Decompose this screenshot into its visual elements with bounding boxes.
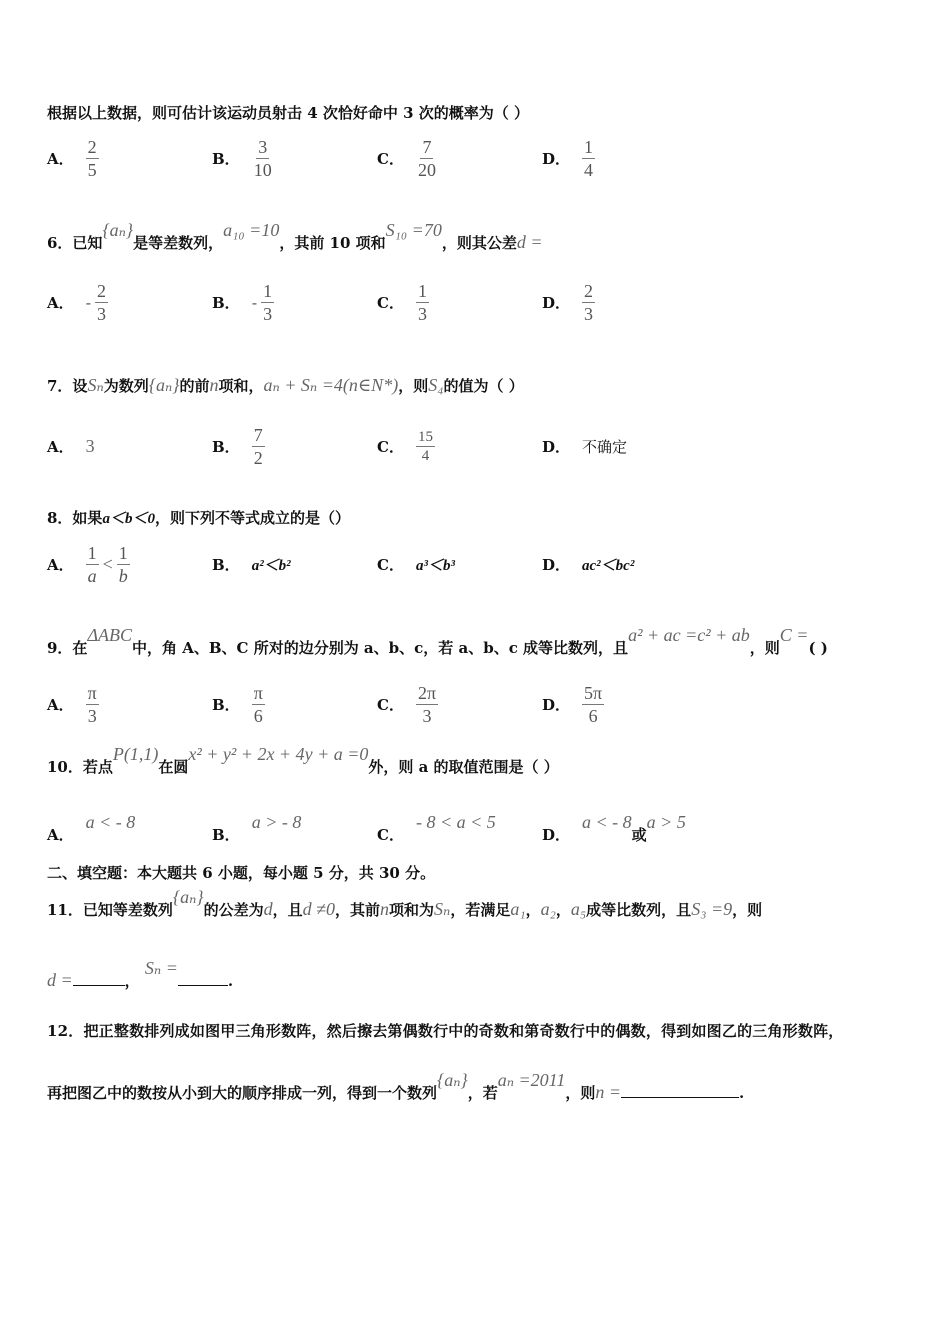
numerator: 3	[258, 136, 268, 157]
q6-text: 6．已知	[47, 234, 103, 252]
or-word: 或	[631, 825, 647, 844]
q7-stem	[47, 375, 524, 396]
numerator: 7	[253, 424, 263, 445]
q11-stem	[47, 887, 763, 920]
numerator: 2π	[417, 682, 437, 703]
option-label: A．	[47, 437, 74, 456]
q7-option-d[interactable]	[542, 420, 627, 472]
q11-text: ，若满足	[450, 901, 511, 919]
q9-text: 9．在	[47, 639, 88, 657]
option-label: A．	[47, 825, 74, 844]
q10-option-d[interactable]	[542, 796, 686, 848]
q11-answer-line	[47, 958, 234, 991]
denominator: 6	[588, 705, 598, 726]
denominator: 3	[87, 705, 97, 726]
answer-blank-sn[interactable]	[178, 971, 228, 986]
intro-text: 根据以上数据，则可估计该运动员射击 4 次恰好命中 3 次的概率为（ ）	[47, 104, 529, 122]
q7-option-c[interactable]	[377, 420, 435, 472]
q5-option-d[interactable]	[542, 132, 595, 184]
numerator: π	[87, 682, 97, 703]
option-value: ac²＜bc²	[582, 557, 635, 574]
denominator: 5	[87, 159, 97, 180]
fraction	[252, 424, 265, 469]
option-value: a > 5	[646, 811, 686, 832]
q9-option-b[interactable]	[212, 678, 265, 730]
option-label: C．	[377, 437, 404, 456]
q7-text: 的前	[179, 377, 210, 395]
q11-math: a₁	[510, 899, 526, 919]
q9-text: 中，角 A、B、C 所对的边分别为 a、b、c，若 a、b、c 成等比数列，且	[132, 639, 629, 657]
q5-option-a[interactable]	[47, 132, 99, 184]
q6-stem	[47, 220, 543, 253]
q11-text: .	[227, 972, 234, 990]
q10-text: 10．若点	[47, 758, 113, 776]
option-value: a³＜b³	[415, 557, 455, 574]
q7-text: ，则	[398, 377, 429, 395]
q11-math: Sₙ =	[144, 958, 178, 978]
option-label: D．	[542, 825, 571, 844]
numerator: 7	[422, 136, 432, 157]
fraction	[416, 136, 438, 181]
numerator: π	[253, 682, 263, 703]
numerator: 2	[87, 136, 97, 157]
numerator: 1	[584, 136, 594, 157]
denominator: 4	[584, 159, 594, 180]
q10-math-circle: x² + y² + 2x + 4y + a =0	[188, 744, 369, 764]
minus-sign: -	[85, 292, 92, 312]
denominator: 3	[584, 303, 594, 324]
q10-option-b[interactable]	[212, 796, 301, 848]
q6-text: ，则其公差	[441, 234, 517, 252]
q12-math: aₙ =2011	[497, 1070, 566, 1090]
q8-text: ，则下列不等式成立的是（）	[154, 509, 350, 527]
option-label: B．	[212, 293, 240, 312]
answer-blank-d[interactable]	[73, 971, 125, 986]
q11-math: a₂	[540, 899, 556, 919]
option-value: a²＜b²	[251, 557, 291, 574]
q10-options	[47, 796, 907, 848]
fraction	[261, 280, 274, 325]
less-than-sign: <	[102, 553, 113, 574]
option-label: B．	[212, 825, 240, 844]
option-label: C．	[377, 825, 404, 844]
option-label: A．	[47, 555, 74, 574]
q8-option-d[interactable]	[542, 538, 634, 590]
denominator: a	[87, 565, 97, 586]
option-label: C．	[377, 695, 404, 714]
denominator: 3	[422, 705, 432, 726]
q5-option-c[interactable]	[377, 132, 438, 184]
q10-math-point: P(1,1)	[112, 744, 159, 764]
q11-text: ，其前	[335, 901, 381, 919]
q7-text: 项和，	[218, 377, 264, 395]
q6-option-b[interactable]	[212, 276, 274, 328]
q7-text: 7．设	[47, 377, 88, 395]
numerator: 15	[417, 428, 433, 445]
q9-option-d[interactable]	[542, 678, 604, 730]
q6-math-s10: S₁₀ =70	[385, 220, 442, 240]
fraction	[252, 682, 265, 727]
q11-text: 的公差为	[203, 901, 264, 919]
numerator: 1	[87, 542, 97, 563]
option-value: a < - 8	[85, 811, 136, 832]
q8-option-a[interactable]	[47, 538, 130, 590]
q9-option-a[interactable]	[47, 678, 99, 730]
q6-math-d: d =	[516, 232, 543, 252]
q7-option-b[interactable]	[212, 420, 265, 472]
denominator: 2	[253, 447, 263, 468]
denominator: 20	[417, 159, 436, 180]
q10-option-c[interactable]	[377, 796, 496, 848]
q12-text: 再把图乙中的数按从小到大的顺序排成一列，得到一个数列	[47, 1084, 438, 1102]
option-label: D．	[542, 555, 571, 574]
q6-math-sequence: {aₙ}	[102, 220, 134, 240]
q7-math: Sₙ	[87, 375, 104, 395]
fraction	[582, 280, 595, 325]
q7-math: aₙ + Sₙ =4(n∈N*)	[263, 375, 399, 395]
q8-stem	[47, 507, 350, 528]
q11-math: a₅	[570, 899, 587, 919]
q10-option-a[interactable]	[47, 796, 135, 848]
q11-text: 成等比数列，且	[586, 901, 692, 919]
denominator: 10	[253, 159, 272, 180]
fraction	[252, 136, 274, 181]
q12-text: .	[739, 1084, 745, 1102]
option-label: D．	[542, 695, 571, 714]
q11-text: ，则	[732, 901, 763, 919]
q9-options	[47, 678, 907, 730]
q9-text: ( )	[808, 639, 828, 657]
q12-stem-line1: 12．把正整数排列成如图甲三角形数阵，然后擦去第偶数行中的奇数和第奇数行中的偶数，得到如图乙的三角形数阵，	[47, 1022, 844, 1040]
option-label: B．	[212, 555, 240, 574]
q10-stem	[47, 744, 559, 777]
q11-text: 项和为	[389, 901, 435, 919]
numerator: 1	[263, 280, 273, 301]
option-label: D．	[542, 437, 571, 456]
q11-text: ，	[124, 972, 140, 990]
denominator: 3	[97, 303, 107, 324]
q11-math: {aₙ}	[172, 887, 204, 907]
section-title: 二、填空题：本大题共 6 小题，每小题 5 分，共 30 分。	[47, 864, 436, 882]
option-value: 不确定	[582, 437, 628, 456]
q9-stem	[47, 625, 828, 658]
q8-option-c[interactable]	[377, 538, 455, 590]
q8-options	[47, 538, 907, 590]
q6-option-a[interactable]	[47, 276, 108, 328]
option-label: B．	[212, 695, 240, 714]
denominator: 3	[263, 303, 273, 324]
q11-math: d =	[47, 970, 73, 990]
q7-math: {aₙ}	[148, 375, 180, 395]
q6-math-a10: a₁₀ =10	[223, 220, 280, 240]
numerator: 1	[417, 280, 427, 301]
minus-sign: -	[251, 292, 258, 312]
q6-option-c[interactable]	[377, 276, 429, 328]
option-value: a < - 8	[582, 811, 632, 832]
q12-math: n =	[595, 1082, 622, 1102]
q6-text: 是等差数列，	[133, 234, 224, 252]
denominator: 3	[417, 303, 427, 324]
q11-math: Sₙ	[434, 899, 451, 919]
fraction	[86, 682, 99, 727]
q5-options	[47, 132, 907, 184]
q11-math: d	[263, 899, 273, 919]
q11-text: 11．已知等差数列	[47, 901, 173, 919]
numerator: 2	[584, 280, 594, 301]
fraction	[416, 682, 438, 727]
option-label: A．	[47, 293, 74, 312]
option-label: C．	[377, 555, 404, 574]
numerator: 5π	[584, 682, 603, 703]
denominator: 4	[421, 447, 430, 464]
q11-math: S₃ =9	[691, 899, 733, 919]
option-value: 3	[85, 435, 95, 456]
option-label: C．	[377, 293, 404, 312]
q10-text: 在圆	[158, 758, 189, 776]
denominator: 6	[253, 705, 263, 726]
q8-text: 8．如果	[47, 509, 103, 527]
q11-math: d ≠0	[302, 899, 335, 919]
fraction	[416, 280, 429, 325]
option-label: A．	[47, 149, 74, 168]
q10-text: 外，则 a 的取值范围是（ ）	[368, 758, 559, 776]
q12-text: ，则	[565, 1084, 596, 1102]
q12-math: {aₙ}	[437, 1070, 468, 1090]
q9-option-c[interactable]	[377, 678, 438, 730]
q7-text: 的值为（ ）	[443, 377, 524, 395]
numerator: 1	[118, 542, 128, 563]
q6-options	[47, 276, 907, 328]
fraction	[117, 542, 130, 587]
q7-text: 为数列	[103, 377, 149, 395]
q11-text: ，	[555, 901, 571, 919]
q7-math: n	[209, 375, 219, 395]
q9-text: ，则	[749, 639, 780, 657]
q8-option-b[interactable]	[212, 538, 291, 590]
q7-option-a[interactable]	[47, 420, 95, 472]
q7-options	[47, 420, 907, 472]
q8-math: a＜b＜0	[102, 511, 155, 527]
denominator: b	[118, 565, 128, 586]
option-value: a > - 8	[251, 811, 302, 832]
q12-text: ，若	[467, 1084, 498, 1102]
q11-text: ，且	[272, 901, 303, 919]
option-value: - 8 < a < 5	[415, 811, 496, 832]
numerator: 2	[97, 280, 107, 301]
answer-blank-n[interactable]	[621, 1083, 739, 1098]
q9-math-c: C =	[779, 625, 809, 645]
fraction	[416, 428, 435, 465]
q9-math-equation: a² + ac =c² + ab	[628, 625, 750, 645]
fraction	[86, 136, 99, 181]
fraction	[86, 542, 99, 587]
q6-option-d[interactable]	[542, 276, 595, 328]
q12-stem-line2	[47, 1070, 745, 1103]
option-label: A．	[47, 695, 74, 714]
option-label: C．	[377, 149, 404, 168]
q9-math-triangle: ΔABC	[87, 625, 132, 645]
q7-math: S₄	[428, 375, 444, 395]
fraction	[582, 136, 595, 181]
fraction	[95, 280, 108, 325]
option-label: D．	[542, 293, 571, 312]
q5-option-b[interactable]	[212, 132, 274, 184]
option-label: B．	[212, 437, 240, 456]
q11-math: n	[380, 899, 390, 919]
option-label: D．	[542, 149, 571, 168]
q6-text: ，其前 10 项和	[279, 234, 386, 252]
fraction	[582, 682, 604, 727]
q11-text: ，	[525, 901, 541, 919]
option-label: B．	[212, 149, 240, 168]
